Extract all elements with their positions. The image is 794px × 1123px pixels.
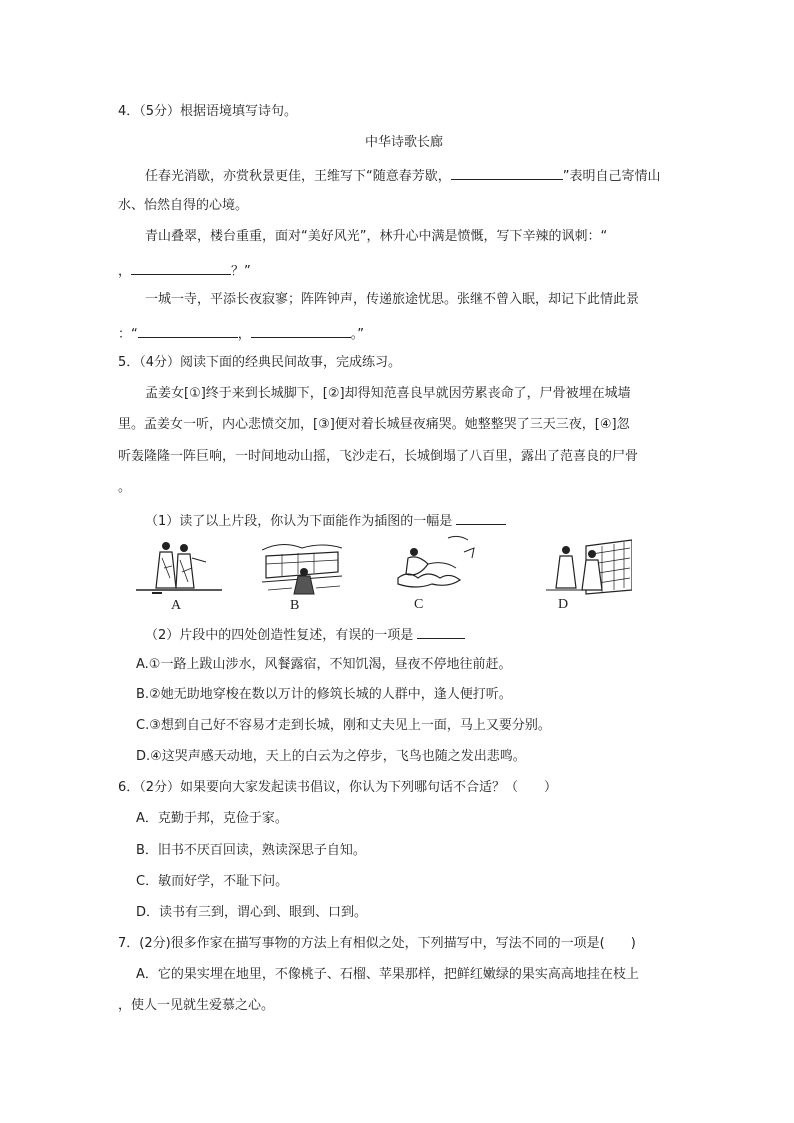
illustration-b: [262, 538, 342, 598]
q6-stem: 6．（2分）如果要向大家发起读书倡议，你认为下列哪句话不合适？（ ）: [118, 780, 558, 795]
q4-paragraph-3-line-2: [118, 323, 364, 344]
q5-option-d[interactable]: D.④这哭声感天动地，天上的白云为之停步，飞鸟也随之发出悲鸣。: [136, 749, 526, 764]
q7-stem: 7．(2分)很多作家在描写事物的方法上有相似之处，下列描写中，写法不同的一项是( ): [118, 936, 636, 951]
illustration-d: [546, 538, 632, 596]
q4-p1-text-c: 水、怡然自得的心境。: [118, 198, 249, 213]
q4-p2-text-c: ？”: [231, 264, 251, 279]
q5-story-line-2: 里。孟姜女一听，内心悲愤交加，[③]便对着长城昼夜痛哭。她整整哭了三天三夜，[④]忽: [118, 417, 630, 432]
q5-sub1: [145, 510, 506, 531]
q4-paragraph-1-line-1: [145, 165, 661, 186]
q4-p3-text-d: 。”: [350, 327, 365, 342]
q5-option-b[interactable]: B.②她无助地穿梭在数以万计的修筑长城的人群中，逢人便打听。: [136, 687, 512, 702]
q4-p3-text-b: ：“: [118, 327, 138, 342]
illustration-c-label: C: [414, 597, 424, 612]
q4-p2-text-a: 青山叠翠，楼台重重，面对“美好风光”，林升心中满是愤慨，写下辛辣的讽刺：“: [145, 229, 608, 244]
q4-blank-4[interactable]: [251, 323, 351, 338]
illustration-c: [388, 534, 478, 596]
q5-sub2-text: （2）片段中的四处创造性复述，有误的一项是: [145, 628, 414, 643]
q4-p3-text-c: ，: [237, 327, 251, 342]
q4-section-title: 中华诗歌长廊: [365, 135, 444, 150]
q4-blank-3[interactable]: [138, 323, 238, 338]
q5-story-line-4: 。: [118, 480, 132, 495]
q4-blank-1[interactable]: [451, 165, 563, 180]
q4-p2-text-b: ，: [118, 264, 132, 279]
illustration-a-label: A: [171, 598, 182, 613]
q5-story-line-1: 孟姜女[①]终于来到长城脚下，[②]却得知范喜良早就因劳累丧命了，尸骨被埋在城墙: [145, 386, 631, 401]
illustration-d-label: D: [558, 597, 569, 612]
q4-p3-text-a: 一城一寺，平添长夜寂寥；阵阵钟声，传递旅途忧思。张继不曾入眠，却记下此情此景: [145, 292, 640, 307]
q6-option-b[interactable]: B．旧书不厌百回读，熟读深思子自知。: [136, 843, 366, 858]
q5-story-line-3: 听轰隆隆一阵巨响，一时间地动山摇，飞沙走石，长城倒塌了八百里，露出了范喜良的尸骨: [118, 449, 639, 464]
q4-p1-text-a: 任春光消歇，亦赏秋景更佳，王维写下“随意春芳歇，: [145, 169, 451, 184]
q4-blank-2[interactable]: [131, 260, 231, 275]
q5-option-c[interactable]: C.③想到自己好不容易才走到长城，刚和丈夫见上一面，马上又要分别。: [136, 718, 551, 733]
q4-stem: 4．（5分）根据语境填写诗句。: [118, 104, 298, 119]
illustration-b-label: B: [290, 598, 300, 613]
q5-option-a[interactable]: A.①一路上跋山涉水，风餐露宿，不知饥渴，昼夜不停地往前赶。: [136, 657, 512, 672]
q6-option-d[interactable]: D．读书有三到，谓心到、眼到、口到。: [136, 905, 368, 920]
q6-option-c[interactable]: C．敏而好学，不耻下问。: [136, 874, 289, 889]
q5-sub2: [145, 624, 465, 645]
q5-sub1-text: （1）读了以上片段，你认为下面能作为插图的一幅是: [145, 514, 453, 529]
q7-option-a-line-2: ，使人一见就生爱慕之心。: [118, 998, 275, 1013]
q4-paragraph-2-line-2: [118, 260, 251, 281]
q4-p1-text-b: ”表明自己寄情山: [562, 169, 661, 184]
illustration-a: [136, 538, 222, 596]
q6-option-a[interactable]: A．克勤于邦，克俭于家。: [136, 811, 288, 826]
q5-stem: 5．（4分）阅读下面的经典民间故事，完成练习。: [118, 355, 402, 370]
q5-sub1-blank[interactable]: [456, 510, 506, 525]
q5-sub2-blank[interactable]: [417, 624, 465, 639]
q7-option-a-line-1[interactable]: A．它的果实埋在地里，不像桃子、石榴、苹果那样，把鲜红嫩绿的果实高高地挂在枝上: [136, 967, 639, 982]
